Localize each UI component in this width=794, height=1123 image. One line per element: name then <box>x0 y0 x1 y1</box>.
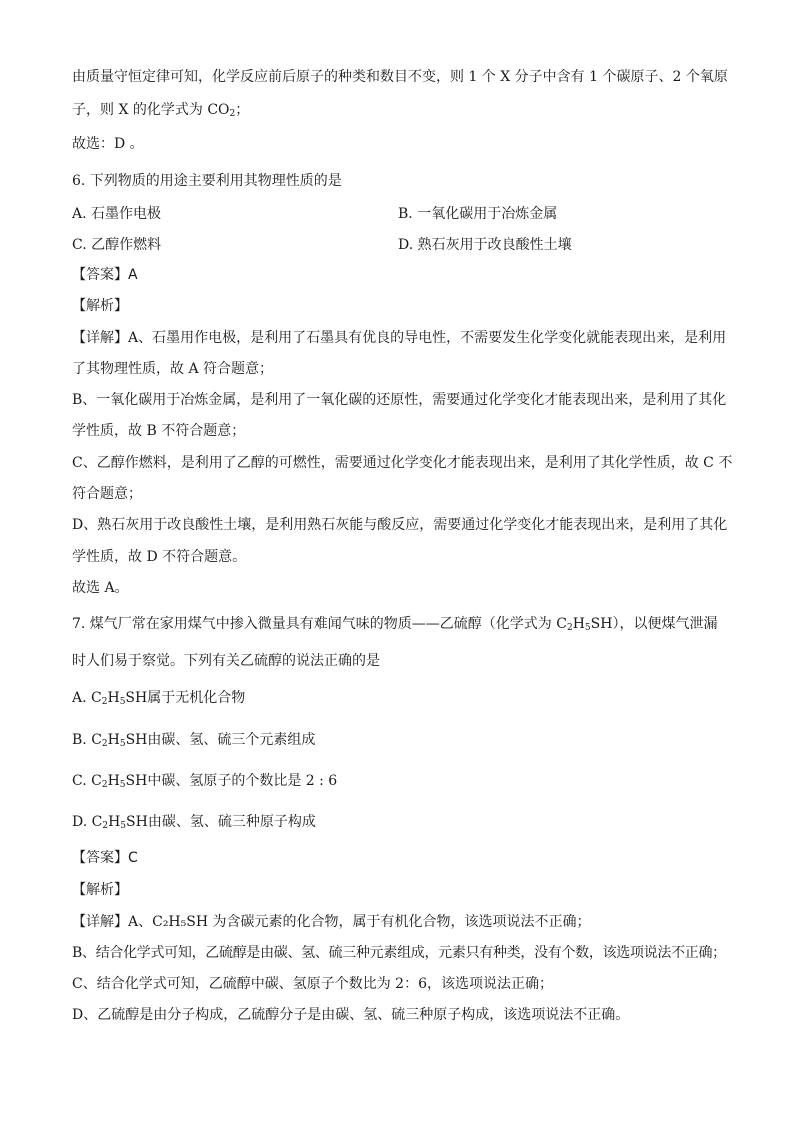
q6-choice: 故选 A。 <box>72 580 129 596</box>
q6-stem: 6. 下列物质的用途主要利用其物理性质的是 <box>72 173 342 189</box>
q6-detail-line-4: 学性质，故 B 不符合题意； <box>72 423 246 439</box>
q7-option-c: C. $C_2H_5SH$中碳、氢原子的个数比是 2 : 6 <box>72 773 338 790</box>
q7-stem-line-1: 7. 煤气厂常在家用煤气中掺入微量具有难闻气味的物质——乙硫醇（化学式为 $C_2H_5SH$），以便煤气泄漏 <box>72 616 718 633</box>
q6-answer: 【答案】A <box>72 267 138 283</box>
prev-solution-choice: 故选：D 。 <box>72 136 144 152</box>
q6-detail-line-7: D、熟石灰用于改良酸性土壤，是利用熟石灰能与酸反应，需要通过化学变化才能表现出来，是利用了其化 <box>72 517 728 533</box>
q6-option-d: D. 熟石灰用于改良酸性土壤 <box>398 237 572 253</box>
q6-detail-line-6: 符合题意； <box>72 486 142 502</box>
q6-detail-line-5: C、乙醇作燃料，是利用了乙醇的可燃性，需要通过化学变化才能表现出来，是利用了其化学性质，故 C 不 <box>72 455 733 471</box>
q7-detail-line-4: D、乙硫醇是由分子构成，乙硫醇分子是由碳、氢、硫三种原子构成，该选项说法不正确。 <box>72 1007 630 1023</box>
prev-solution-line-2: 子，则 X 的化学式为 $CO_2$； <box>72 102 250 119</box>
q6-detail-line-1: 【详解】A、石墨用作电极，是利用了石墨具有优良的导电性，不需要发生化学变化就能表现出来，是利用 <box>72 330 727 346</box>
q6-detail-line-3: B、一氧化碳用于冶炼金属，是利用了一氧化碳的还原性，需要通过化学变化才能表现出来，是利用了其化 <box>72 392 727 408</box>
q7-detail-line-1: 【详解】A、C₂H₅SH 为含碳元素的化合物，属于有机化合物，该选项说法不正确； <box>72 914 591 930</box>
q7-stem-line-2: 时人们易于察觉。下列有关乙硫醇的说法正确的是 <box>72 653 380 669</box>
prev-solution-line-1: 由质量守恒定律可知，化学反应前后原子的种类和数目不变，则 1 个 X 分子中含有 1 个碳原子、2 个氧原 <box>72 69 728 85</box>
q7-detail-line-2: B、结合化学式可知，乙硫醇是由碳、氢、硫三种元素组成，元素只有种类，没有个数，该选项说法不正确； <box>72 945 726 961</box>
q6-option-c: C. 乙醇作燃料 <box>72 237 162 253</box>
q7-answer: 【答案】C <box>72 850 138 866</box>
q6-detail-line-8: 学性质，故 D 不符合题意。 <box>72 549 247 565</box>
q6-option-b: B. 一氧化碳用于冶炼金属 <box>398 206 558 222</box>
q7-option-a: A. $C_2H_5SH$属于无机化合物 <box>72 690 246 707</box>
q6-detail-line-2: 了其物理性质，故 A 符合题意； <box>72 361 274 377</box>
q7-option-d: D. $C_2H_5SH$由碳、氢、硫三种原子构成 <box>72 814 316 831</box>
q7-option-b: B. $C_2H_5SH$由碳、氢、硫三个元素组成 <box>72 732 316 749</box>
q7-detail-line-3: C、结合化学式可知，乙硫醇中碳、氢原子个数比为 2：6，该选项说法正确； <box>72 976 553 992</box>
q6-analysis-label: 【解析】 <box>72 298 128 314</box>
q6-option-a: A. 石墨作电极 <box>72 206 162 222</box>
q7-analysis-label: 【解析】 <box>72 882 128 898</box>
